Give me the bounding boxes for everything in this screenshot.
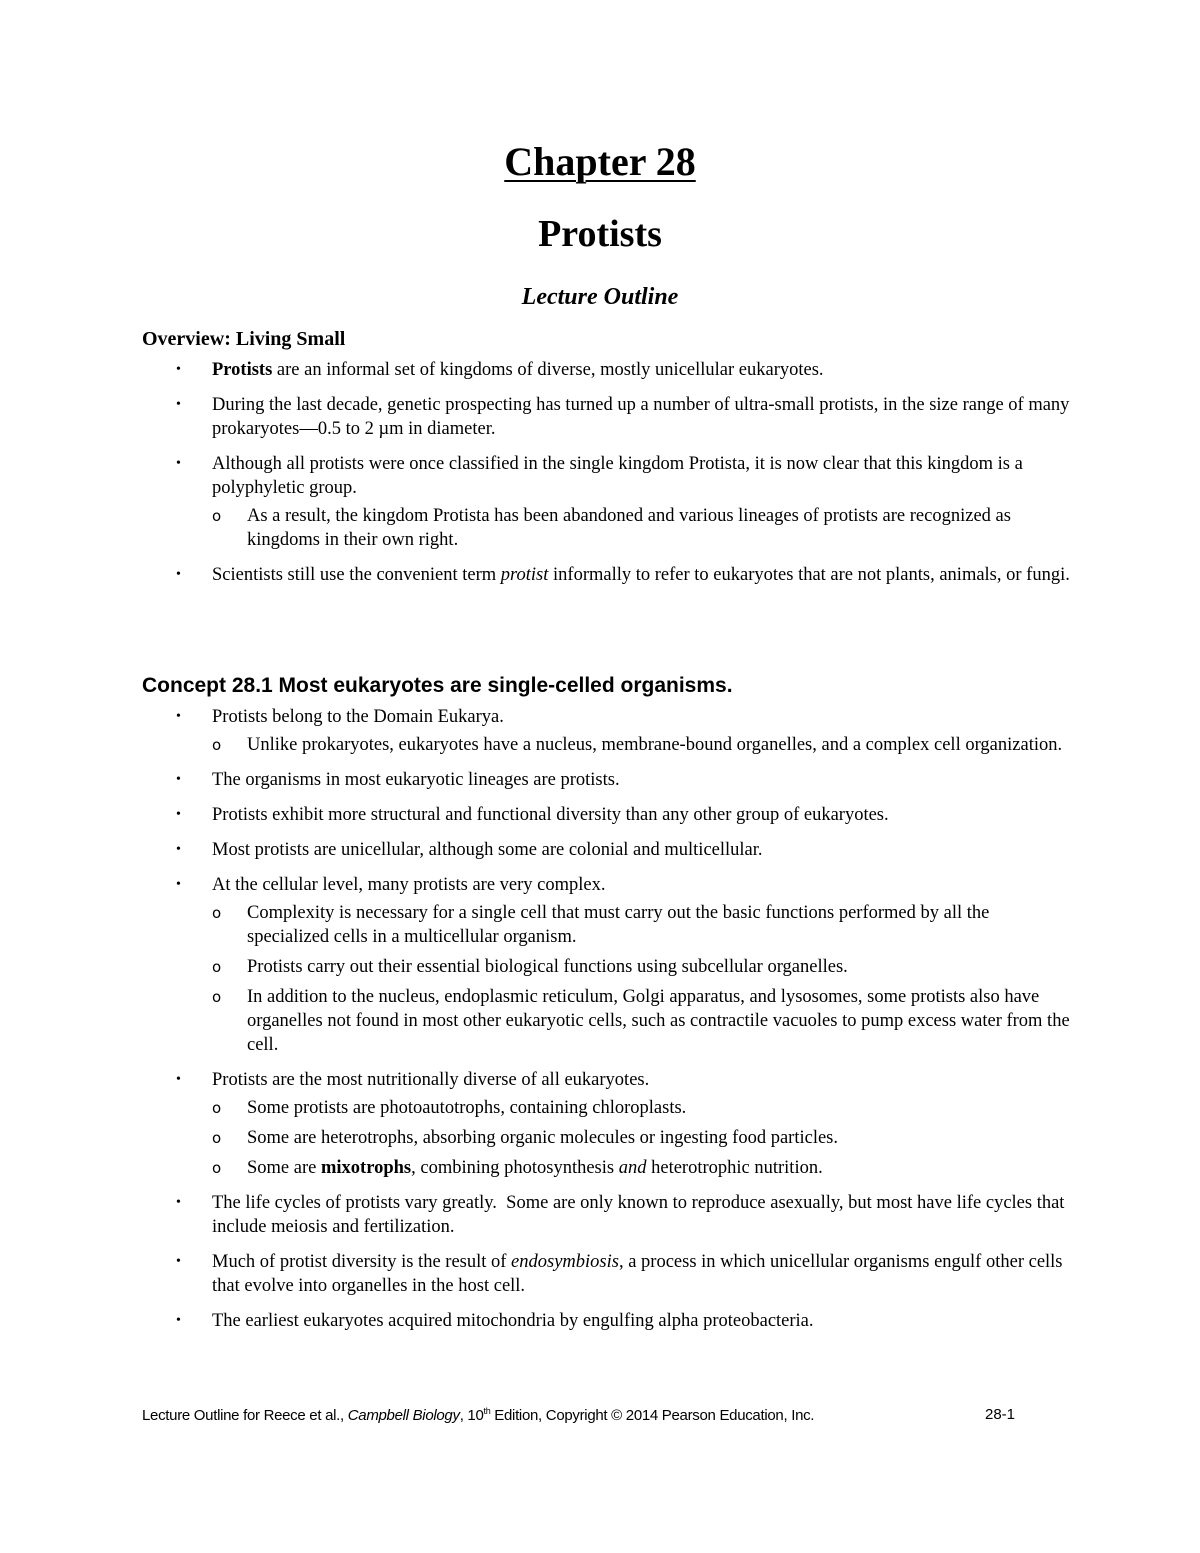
sub-bullet-marker: o [212,1129,222,1147]
sub-list-item [212,985,1072,1057]
sub-list-item [212,955,1072,979]
bullet-text: The life cycles of protists vary greatly. Some are only known to reproduce asexually, but most have life cycles that include meiosis and fertilization. [212,1193,1070,1237]
sub-bullet-text: Some are [247,1158,321,1178]
bullet-marker: • [176,1072,181,1087]
bullet-marker: • [176,772,181,787]
list-item [142,803,1072,827]
page-number: 28-1 [985,1406,1016,1423]
footer-superscript: th [483,1406,491,1416]
footer-text: Lecture Outline for Reece et al., [142,1407,348,1424]
list-item [142,1250,1072,1298]
bullet-marker: • [176,362,181,377]
term-protists: Protists [212,360,273,380]
bullet-text: are an informal set of kingdoms of diverse, mostly unicellular eukaryotes. [272,360,824,380]
bullet-text: During the last decade, genetic prospecting has turned up a number of ultra-small protists, in the size range of many prokaryotes—0.5 to 2 µm in diameter. [212,395,1070,439]
sub-list-item [212,1156,1072,1180]
bullet-marker: • [176,807,181,822]
bullet-marker: • [176,456,181,471]
sub-bullet-marker: o [212,904,222,922]
sub-bullet-text: Some protists are photoautotrophs, containing chloroplasts. [247,1098,687,1118]
bullet-text: , a process in which unicellular organisms engulf other cells that evolve into organelles in the host cell. [212,1252,1063,1296]
bullet-text: Protists are the most nutritionally diverse of all eukaryotes. [212,1070,650,1090]
sub-list-item [212,1126,1072,1150]
list-item [142,1068,1072,1180]
sub-bullet-text: Complexity is necessary for a single cell that must carry out the basic functions performed by all the specialized cells in a multicellular organism. [247,903,990,947]
sub-list [212,901,1072,1057]
sub-bullet-text: Protists carry out their essential biological functions using subcellular organelles. [247,957,848,977]
list-item [142,563,1072,587]
overview-bullet-list [142,358,1072,587]
list-item [142,452,1072,552]
sub-bullet-marker: o [212,736,222,754]
sub-list [212,1096,1072,1180]
list-item [142,1309,1072,1333]
chapter-title: Chapter 28 [504,139,696,184]
sub-bullet-text: As a result, the kingdom Protista has been abandoned and various lineages of protists are recognized as kingdoms in their own right. [247,506,1011,550]
footer-text: , 10 [459,1407,484,1424]
bullet-text: Protists exhibit more structural and functional diversity than any other group of eukaryotes. [212,805,889,825]
sub-list [212,504,1072,552]
sub-list [212,733,1072,757]
sub-list-item [212,504,1072,552]
bullet-marker: • [176,397,181,412]
sub-bullet-text: In addition to the nucleus, endoplasmic reticulum, Golgi apparatus, and lysosomes, some protists also have organelles not found in most other eukaryotic cells, such as contractile vacuoles to pump excess water from the cell. [247,987,1070,1055]
bullet-text: The organisms in most eukaryotic lineages are protists. [212,770,620,790]
bullet-marker: • [176,567,181,582]
overview-heading: Overview: Living Small [142,328,346,350]
sub-bullet-marker: o [212,1099,222,1117]
sub-list-item [212,733,1072,757]
bullet-marker: • [176,1313,181,1328]
footer-book-title: Campbell Biology [347,1407,460,1424]
list-item [142,768,1072,792]
sub-list-item [212,901,1072,949]
list-item [142,873,1072,1057]
sub-list-item [212,1096,1072,1120]
list-item [142,358,1072,382]
sub-bullet-marker: o [212,958,222,976]
term-protist: protist [500,565,549,585]
term-endosymbiosis: endosymbiosis [511,1252,619,1272]
sub-bullet-text: Unlike prokaryotes, eukaryotes have a nucleus, membrane-bound organelles, and a complex cell organization. [247,735,1063,755]
sub-bullet-text: Some are heterotrophs, absorbing organic molecules or ingesting food particles. [247,1128,838,1148]
bullet-text: The earliest eukaryotes acquired mitochondria by engulfing alpha proteobacteria. [212,1311,814,1331]
list-item [142,393,1072,441]
bullet-text: Most protists are unicellular, although some are colonial and multicellular. [212,840,763,860]
bullet-marker: • [176,842,181,857]
concept-28-1-section [142,673,1072,1344]
sub-bullet-marker: o [212,988,222,1006]
sub-bullet-text: heterotrophic nutrition. [646,1158,823,1178]
list-item [142,1191,1072,1239]
list-item [142,705,1072,757]
overview-section [142,326,1072,598]
sub-bullet-marker: o [212,1159,222,1177]
term-mixotrophs: mixotrophs [320,1158,412,1178]
bullet-text: informally to refer to eukaryotes that are not plants, animals, or fungi. [548,565,1070,585]
chapter-subject-title: Protists [538,213,662,255]
sub-bullet-marker: o [212,507,222,525]
lecture-outline-title: Lecture Outline [521,284,679,310]
bullet-text: Scientists still use the convenient term [212,565,501,585]
page-footer [142,1406,1022,1424]
list-item [142,838,1072,862]
bullet-marker: • [176,1254,181,1269]
sub-bullet-text: , combining photosynthesis [411,1158,619,1178]
bullet-text: At the cellular level, many protists are very complex. [212,875,606,895]
emphasis-and: and [618,1158,647,1178]
footer-text: Edition, Copyright © 2014 Pearson Education, Inc. [490,1407,815,1424]
bullet-marker: • [176,1195,181,1210]
bullet-text: Protists belong to the Domain Eukarya. [212,707,504,727]
concept-bullet-list [142,705,1072,1333]
bullet-text: Although all protists were once classified in the single kingdom Protista, it is now clear that this kingdom is a polyphyletic group. [212,454,1023,498]
bullet-marker: • [176,709,181,724]
concept-heading: Concept 28.1 Most eukaryotes are single-celled organisms. [142,674,733,697]
bullet-marker: • [176,877,181,892]
bullet-text: Much of protist diversity is the result of [212,1252,512,1272]
